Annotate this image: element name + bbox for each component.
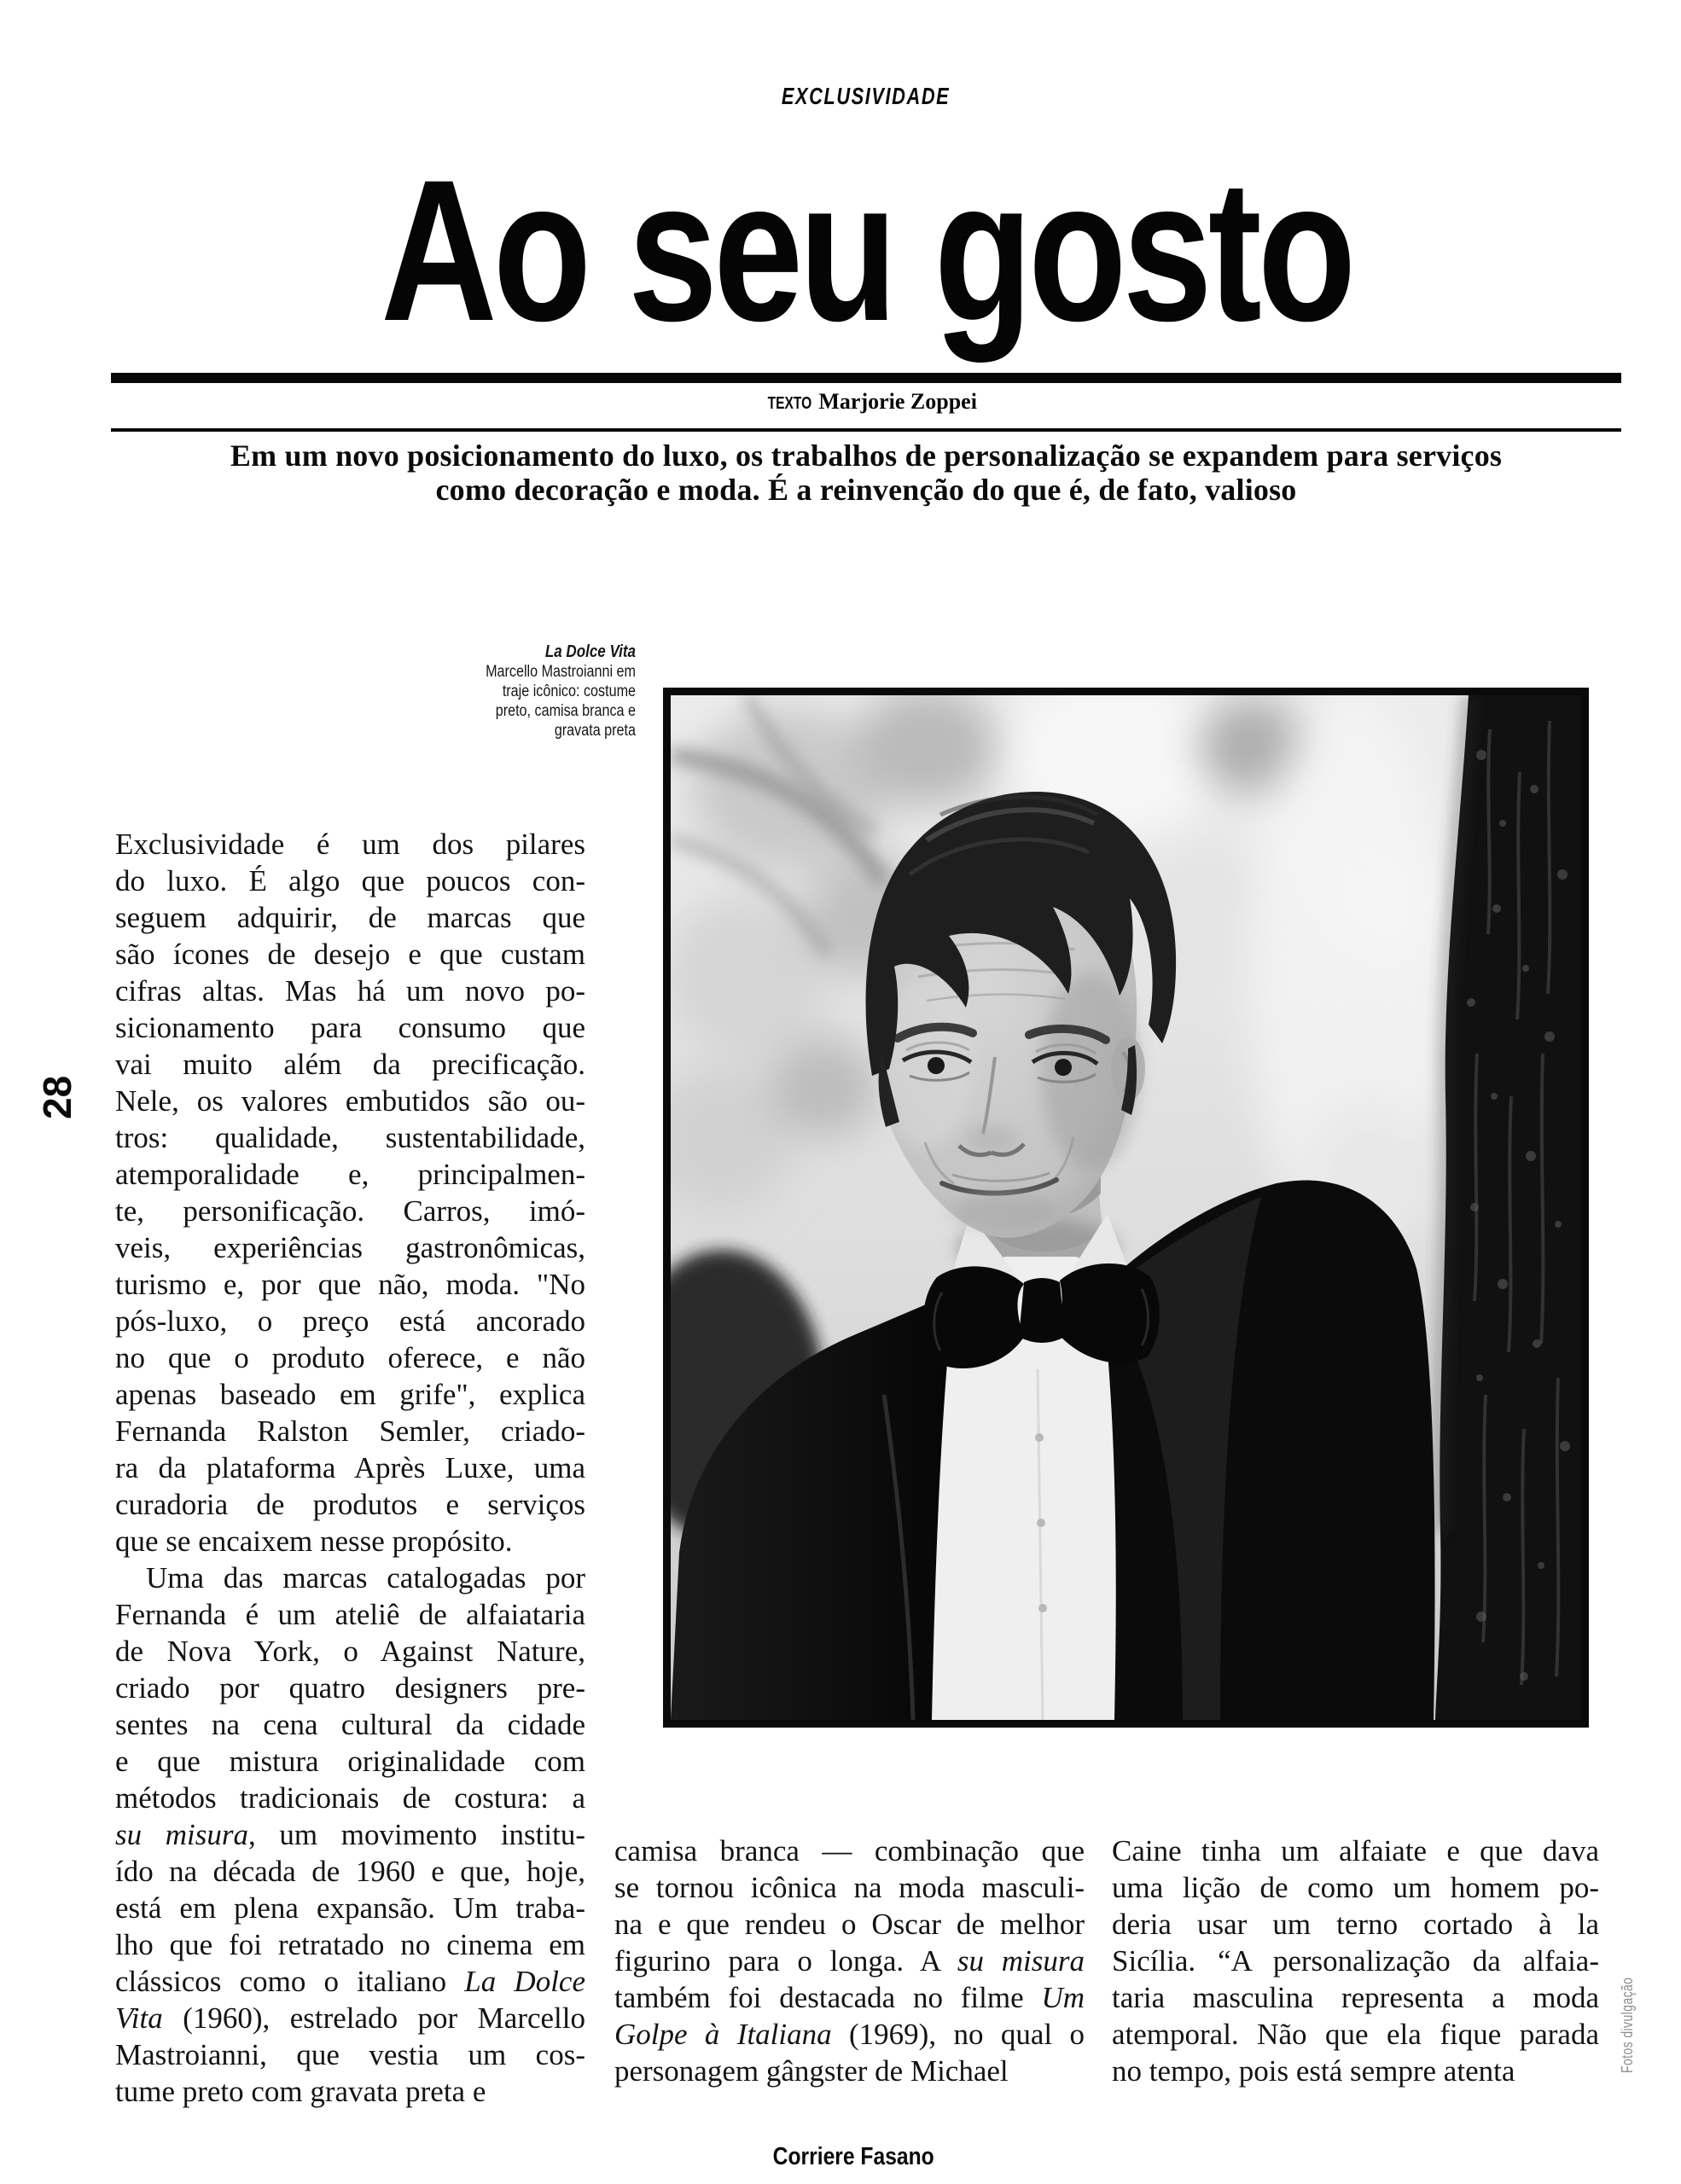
standfirst-line: como decoração e moda. É a reinvenção do que é, de fato, valioso	[435, 473, 1297, 507]
article-line: tros: qualidade, sustentabilidade,	[115, 1121, 585, 1154]
article-line: clássicos como o italiano La Dolce	[115, 1965, 585, 1998]
photo-caption-line: Marcello Mastroianni em	[486, 663, 636, 681]
article-line: curadoria de produtos e serviços	[115, 1488, 585, 1521]
photo-credit: Fotos divulgação	[1619, 1977, 1636, 2073]
article-line: também foi destacada no filme Um	[614, 1981, 1085, 2014]
article-line: turismo e, por que não, moda. "No	[115, 1268, 585, 1301]
divider-thick	[111, 373, 1621, 383]
photo-caption-title: La Dolce Vita	[544, 642, 636, 661]
article-line: Golpe à Italiana (1969), no qual o	[614, 2018, 1085, 2051]
article-line: Vita (1960), estrelado por Marcello	[115, 2001, 585, 2035]
article-line: ra da plataforma Après Luxe, uma	[115, 1451, 585, 1484]
article-line: métodos tradicionais de costura: a	[115, 1781, 585, 1815]
article-line: apenas baseado em grife", explica	[115, 1378, 585, 1411]
article-line: na e que rendeu o Oscar de melhor	[614, 1908, 1085, 1941]
page-title	[111, 138, 1621, 363]
article-line: Exclusividade é um dos pilares	[115, 828, 585, 861]
article-line: está em plena expansão. Um traba-	[115, 1891, 585, 1925]
byline-label: TEXTO	[767, 394, 812, 413]
article-line: Uma das marcas catalogadas por	[146, 1561, 585, 1594]
article-line: personagem gângster de Michael	[614, 2054, 1009, 2088]
divider-thin	[111, 428, 1621, 432]
page-number: 28	[35, 1075, 79, 1119]
article-line: de Nova York, o Against Nature,	[115, 1635, 585, 1668]
article-line: são ícones de desejo e que custam	[115, 938, 585, 971]
byline-author: Marjorie Zoppei	[818, 389, 977, 414]
photo-caption	[375, 642, 636, 741]
article-line: Fernanda é um ateliê de alfaiataria	[115, 1598, 585, 1631]
standfirst	[111, 439, 1621, 507]
article-line: se tornou icônica na moda masculi-	[614, 1871, 1085, 1904]
article-line: vai muito além da precificação.	[115, 1048, 585, 1081]
article-line: te, personificação. Carros, imó-	[115, 1194, 585, 1228]
article-line: Caine tinha um alfaiate e que dava	[1112, 1834, 1599, 1867]
feature-photo	[663, 688, 1589, 1728]
article-line: Mastroianni, que vestia um cos-	[115, 2038, 585, 2071]
photo-caption-line: preto, camisa branca e	[495, 702, 636, 720]
article-line: atemporal. Não que ela fique parada	[1112, 2018, 1599, 2051]
article-line: lho que foi retratado no cinema em	[115, 1928, 585, 1961]
article-line: pós-luxo, o preço está ancorado	[115, 1304, 585, 1338]
article-line: su misura, um movimento institu-	[115, 1818, 585, 1851]
article-line: seguem adquirir, de marcas que	[115, 901, 585, 934]
article-line: sentes na cena cultural da cidade	[115, 1708, 585, 1741]
standfirst-line: Em um novo posicionamento do luxo, os trabalhos de personalização se expandem para serviços	[230, 439, 1503, 473]
article-line: no tempo, pois está sempre atenta	[1112, 2054, 1515, 2088]
page-title-text: Ao seu gosto	[380, 138, 1352, 363]
magazine-footer	[111, 2145, 1596, 2169]
section-kicker	[111, 84, 1621, 110]
article-line: sicionamento para consumo que	[115, 1011, 585, 1044]
article-line: veis, experiências gastronômicas,	[115, 1231, 585, 1264]
article-line: deria usar um terno cortado à la	[1112, 1908, 1599, 1941]
section-kicker-text: EXCLUSIVIDADE	[782, 83, 951, 109]
photo-caption-line: traje icônico: costume	[502, 682, 636, 700]
article-line: que se encaixem nesse propósito.	[115, 1525, 513, 1558]
article-line: atemporalidade e, principalmen-	[115, 1158, 585, 1191]
magazine-footer-text: Corriere Fasano	[772, 2143, 934, 2170]
mastroianni-portrait-illustration	[671, 695, 1581, 1720]
article-line: cifras altas. Mas há um novo po-	[115, 974, 585, 1008]
article-line: ído na década de 1960 e que, hoje,	[115, 1855, 585, 1888]
article-line: e que mistura originalidade com	[115, 1745, 585, 1778]
article-line: Nele, os valores embutidos são ou-	[115, 1084, 585, 1118]
article-line: uma lição de como um homem po-	[1112, 1871, 1599, 1904]
article-line: camisa branca — combinação que	[614, 1834, 1085, 1867]
photo-caption-line: gravata preta	[554, 722, 636, 740]
article-line: no que o produto oferece, e não	[115, 1341, 585, 1374]
tree-trunk	[1435, 695, 1581, 1720]
article-line: tume preto com gravata preta e	[115, 2075, 486, 2108]
article-line: figurino para o longa. A su misura	[614, 1944, 1085, 1978]
byline	[111, 391, 1621, 413]
article-line: Sicília. “A personalização da alfaia-	[1112, 1944, 1599, 1978]
article-line: criado por quatro designers pre-	[115, 1671, 585, 1705]
article-line: taria masculina representa a moda	[1112, 1981, 1599, 2014]
article-line: Fernanda Ralston Semler, criado-	[115, 1414, 585, 1448]
article-column-middle	[614, 1833, 1085, 2089]
article-column-left	[115, 826, 585, 2110]
article-column-right	[1112, 1833, 1599, 2089]
article-line: do luxo. É algo que poucos con-	[115, 864, 585, 897]
